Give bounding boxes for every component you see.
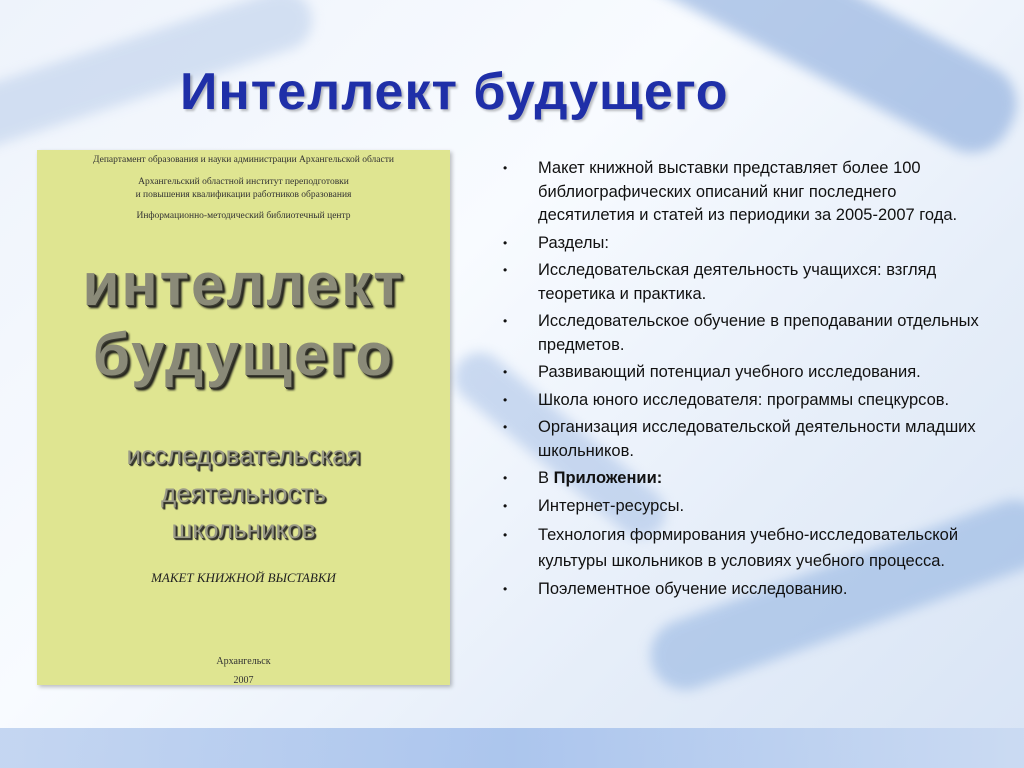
cover-subtitle: деятельность (161, 478, 326, 508)
list-item (500, 310, 990, 357)
bullet-icon: • (503, 528, 508, 542)
bullet-icon: • (503, 420, 508, 434)
slide-title: Интеллект будущего (180, 63, 729, 121)
appendix-label: Приложении: (553, 469, 663, 487)
list-item (500, 495, 990, 519)
list-item (500, 259, 990, 306)
list-item-text: Технология формирования учебно-исследовательской культуры школьников в условиях учебного процесса. (538, 526, 959, 570)
appendix-prefix: В (538, 469, 554, 487)
bullet-icon: • (503, 161, 508, 175)
cover-note: МАКЕТ КНИЖНОЙ ВЫСТАВКИ (151, 570, 336, 585)
bullet-icon: • (503, 235, 508, 250)
bullet-icon: • (503, 498, 508, 513)
bullet-icon: • (503, 582, 508, 596)
cover-big-title: интеллект (82, 251, 405, 318)
list-item (500, 578, 990, 602)
list-item (500, 157, 990, 228)
bottom-band (0, 728, 1024, 768)
list-item-text: Школа юного исследователя: программы спецкурсов. (538, 390, 950, 409)
bullet-list (500, 157, 990, 606)
list-item-text: Развивающий потенциал учебного исследования. (538, 363, 921, 381)
cover-header-line: Информационно-методический библиотечный центр (136, 211, 351, 221)
bullet-icon: • (503, 365, 508, 379)
list-item-text: Макет книжной выставки представляет более 100 библиографических описаний книг последнего десятилетия и статей из периодики за 2005-2007 года. (538, 159, 958, 224)
cover-big-title: будущего (92, 321, 395, 388)
bullet-icon: • (503, 392, 508, 407)
list-item-text: Разделы: (538, 233, 609, 252)
list-item (500, 467, 990, 491)
book-cover-image (37, 150, 450, 685)
cover-city: Архангельск (216, 656, 271, 667)
list-item-text: Исследовательская деятельность учащихся: взгляд теоретика и практика. (538, 261, 937, 303)
list-item-text: Интернет-ресурсы. (538, 496, 685, 515)
list-item (500, 389, 990, 413)
cover-subtitle: школьников (171, 514, 316, 544)
cover-header-line: Архангельский областной институт переподготовки (138, 177, 349, 187)
cover-subtitle: исследовательская (126, 440, 361, 470)
cover-header-line: Департамент образования и науки администрации Архангельской области (93, 155, 394, 165)
list-item-text: Поэлементное обучение исследованию. (538, 580, 848, 598)
list-item (500, 522, 990, 574)
list-item-text: Организация исследовательской деятельности младших школьников. (538, 418, 976, 460)
list-item (500, 232, 990, 256)
bullet-icon: • (503, 314, 508, 328)
bullet-icon: • (503, 471, 508, 485)
cover-header-line: и повышения квалификации работников образования (135, 190, 352, 200)
list-item (500, 361, 990, 385)
list-item (500, 416, 990, 463)
cover-year: 2007 (233, 675, 254, 686)
bullet-icon: • (503, 263, 508, 277)
list-item-text: Исследовательское обучение в преподавании отдельных предметов. (538, 312, 979, 354)
